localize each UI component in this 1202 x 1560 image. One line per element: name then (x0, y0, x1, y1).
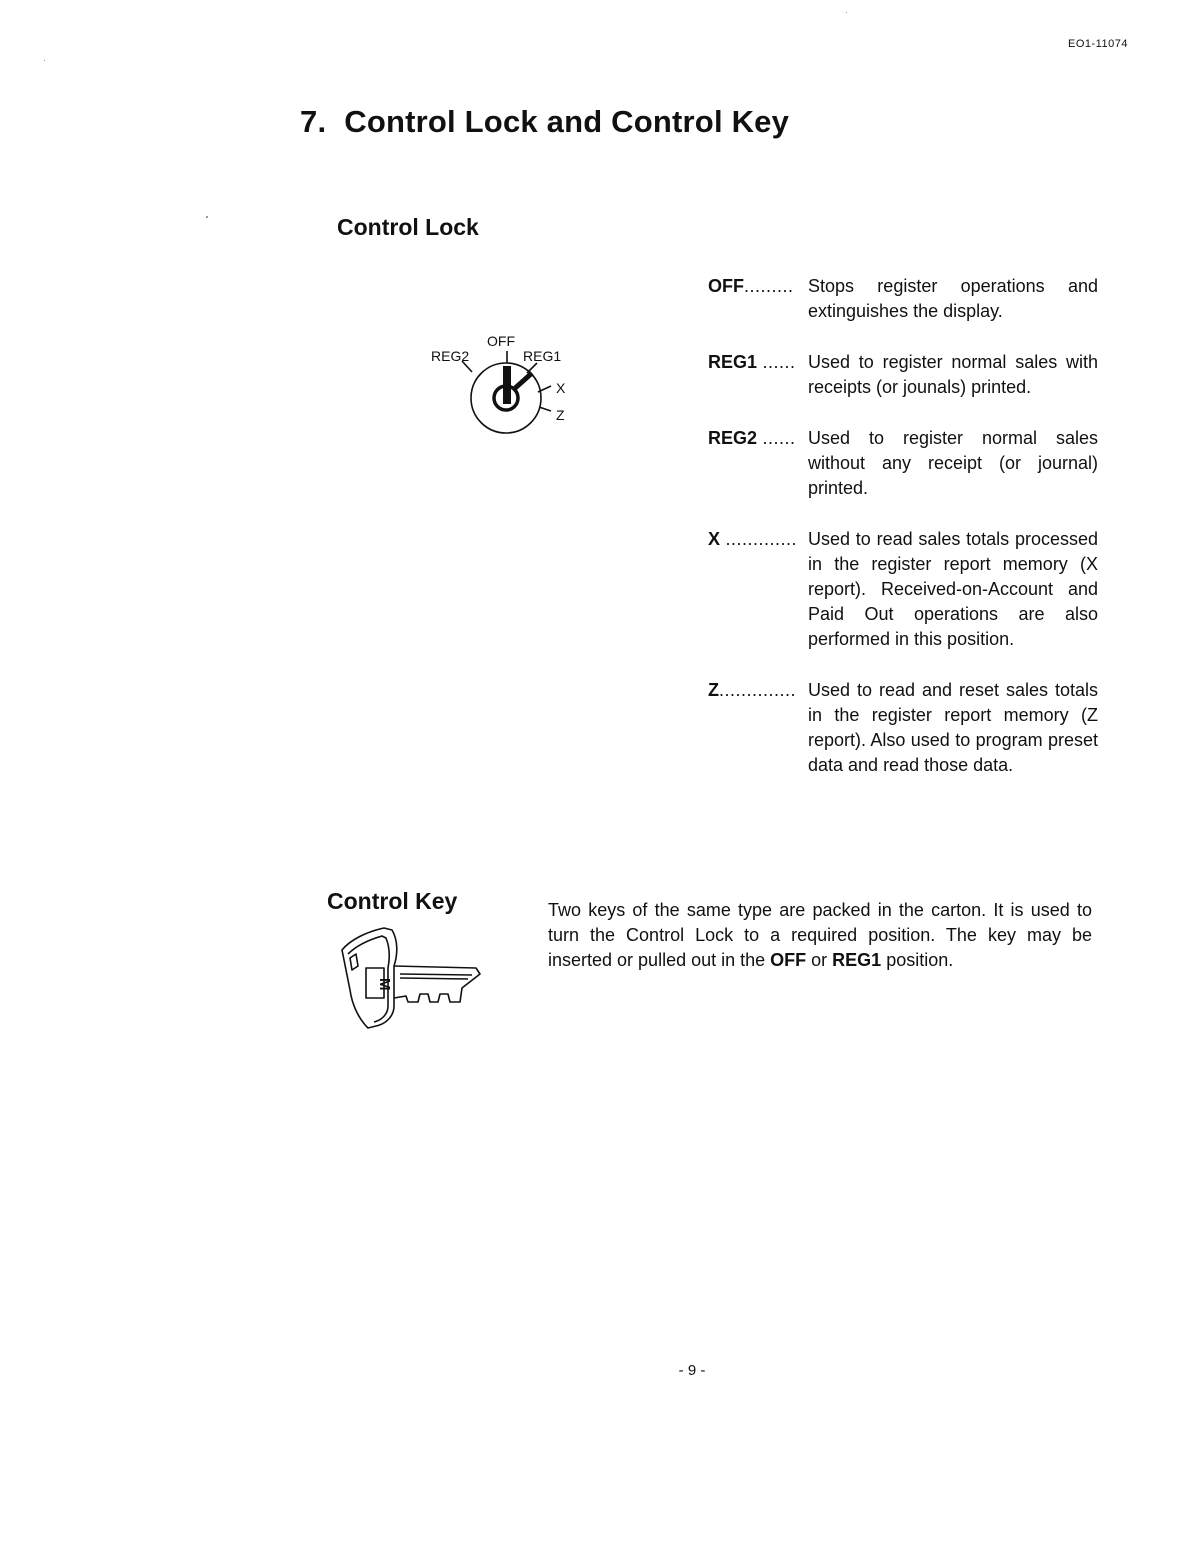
position-item-reg2 (708, 426, 1098, 501)
position-item-reg1 (708, 350, 1098, 400)
key-slot (350, 954, 358, 970)
position-description: Stops register operations and extinguishes the display. (808, 276, 1098, 321)
control-key-heading: Control Key (327, 888, 458, 914)
control-lock-heading: Control Lock (337, 214, 479, 240)
page-number: - 9 - (678, 1362, 706, 1379)
scan-speck (44, 60, 45, 61)
control-key-diagram (336, 918, 486, 1038)
position-description: Used to read and reset sales totals in the register report memory (Z report). Also used to program preset data and read those data. (808, 680, 1098, 775)
lock-key-pointer (513, 373, 532, 390)
position-description: Used to register normal sales with receipts (or jounals) printed. (808, 352, 1098, 397)
position-label: X ............. (708, 529, 798, 549)
off-position-label: OFF (770, 950, 807, 970)
document-id: EO1-11074 (1068, 38, 1128, 50)
key-blade (394, 966, 480, 1002)
key-blade-groove (400, 974, 472, 975)
position-label: OFF......... (708, 276, 794, 296)
lock-label-x: X (556, 380, 566, 396)
lock-label-off: OFF (487, 333, 515, 349)
position-label: REG1 ...... (708, 352, 796, 372)
position-description: Used to register normal sales without any receipt (or journal) printed. (808, 428, 1098, 498)
lock-label-z: Z (556, 407, 565, 423)
lock-key-slot (503, 366, 511, 404)
scan-speck (846, 12, 847, 13)
section-title-text: Control Lock and Control Key (344, 104, 790, 139)
position-description: Used to read sales totals processed in the register report memory (X report). Received-on-Account and Paid Out operations are also performed in this position. (808, 529, 1098, 649)
position-label: Z.............. (708, 680, 797, 700)
reg1-position-label: REG1 (832, 950, 882, 970)
lock-label-reg1: REG1 (523, 348, 562, 364)
section-number: 7. (300, 104, 327, 139)
control-lock-positions (708, 274, 1098, 778)
position-item-off (708, 274, 1098, 324)
position-item-x (708, 527, 1098, 652)
key-mark-letter: M (376, 978, 393, 991)
page-title (300, 104, 789, 140)
position-item-z (708, 678, 1098, 778)
position-label: REG2 ...... (708, 428, 796, 448)
scan-speck (206, 216, 208, 218)
key-blade-groove-2 (400, 978, 468, 979)
control-key-description: Two keys of the same type are packed in the carton. It is used to turn the Control Lock to a required position. The key may be inserted or pulled out in the OFF or REG1 position. (548, 900, 1092, 970)
lock-label-reg2: REG2 (431, 348, 470, 364)
control-lock-diagram (425, 330, 585, 440)
